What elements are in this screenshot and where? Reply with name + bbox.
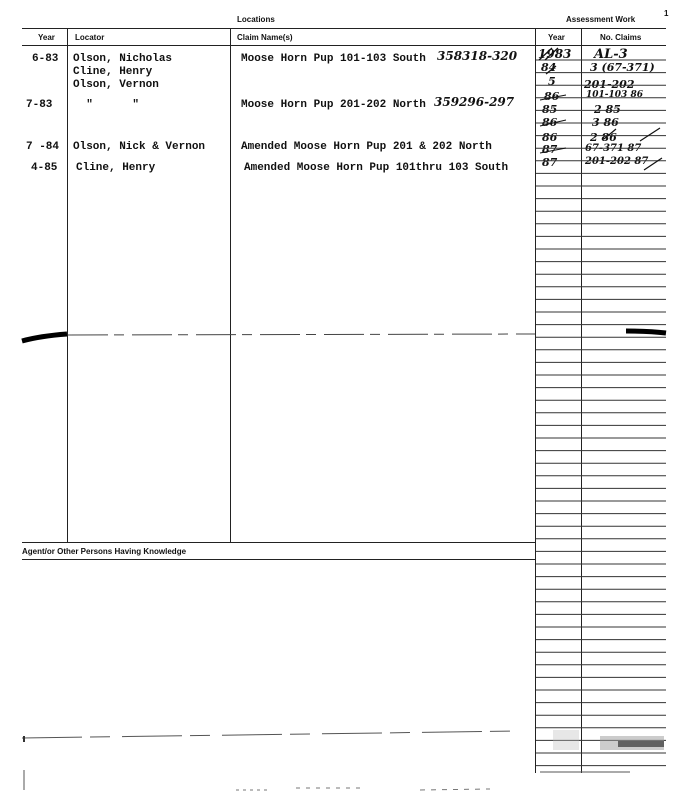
scan-rule-bottom [22,731,520,738]
locator-column-header: Locator [75,33,105,42]
claim-names-column-header: Claim Name(s) [237,33,293,42]
aw-year-5: 85 [542,103,558,116]
location-claim-1: Moose Horn Pup 101-103 South [241,53,426,65]
aw-year-1: 1983 [538,47,572,61]
location-claim-3: Amended Moose Horn Pup 201 & 202 North [241,141,492,153]
aw-year-8: 87 [542,143,558,156]
location-year-1: 6-83 [32,53,59,65]
aw-year-9: 87 [542,156,558,169]
location-year-4: 4-85 [31,162,58,174]
aw-year-7: 86 [542,131,558,144]
aw-claims-2: 3 (67-371) [590,61,655,74]
aw-year-column-header: Year [548,33,565,42]
aw-claims-9: 201-202 87 [585,156,649,167]
agent-section-header: Agent/or Other Persons Having Knowledge [22,547,187,556]
location-note-2: 359296-297 [434,95,515,109]
scan-mark-left [22,334,67,341]
location-note-1: 358318-320 [437,49,518,63]
page-mark: 1 [664,9,669,18]
aw-year-4: 86 [544,90,560,103]
aw-claims-3: 201-202 [584,78,635,91]
assessment-work-header: Assessment Work [566,15,636,24]
scan-mark-right [626,331,666,333]
location-locator-4: Cline, Henry [76,162,156,174]
aw-claims-5: 2 85 [594,103,621,116]
aw-claims-1: AL-3 [594,47,628,62]
location-year-3: 7 -84 [26,141,60,153]
aw-claims-8: 67-371 87 [585,143,642,154]
location-locator-1: Olson, Nicholas Cline, Henry Olson, Vernon [73,53,173,91]
aw-claims-6: 3 86 [592,116,619,129]
location-locator-2: " " [73,99,140,111]
aw-year-3: 5 [548,75,556,88]
aw-no-claims-column-header: No. Claims [600,33,642,42]
location-claim-2: Moose Horn Pup 201-202 North [241,99,426,111]
location-locator-3: Olson, Nick & Vernon [73,141,206,153]
year-column-header: Year [38,33,55,42]
location-claim-4: Amended Moose Horn Pup 101thru 103 South [244,162,509,174]
aw-claims-4: 101-103 86 [586,90,643,100]
locations-header: Locations [237,15,275,24]
location-year-2: 7-83 [26,99,53,111]
aw-year-2: 84 [541,61,557,74]
aw-claims-7: 2 86 [590,131,617,144]
aw-year-6: 86 [542,116,558,129]
scan-rule-mid [68,334,535,335]
